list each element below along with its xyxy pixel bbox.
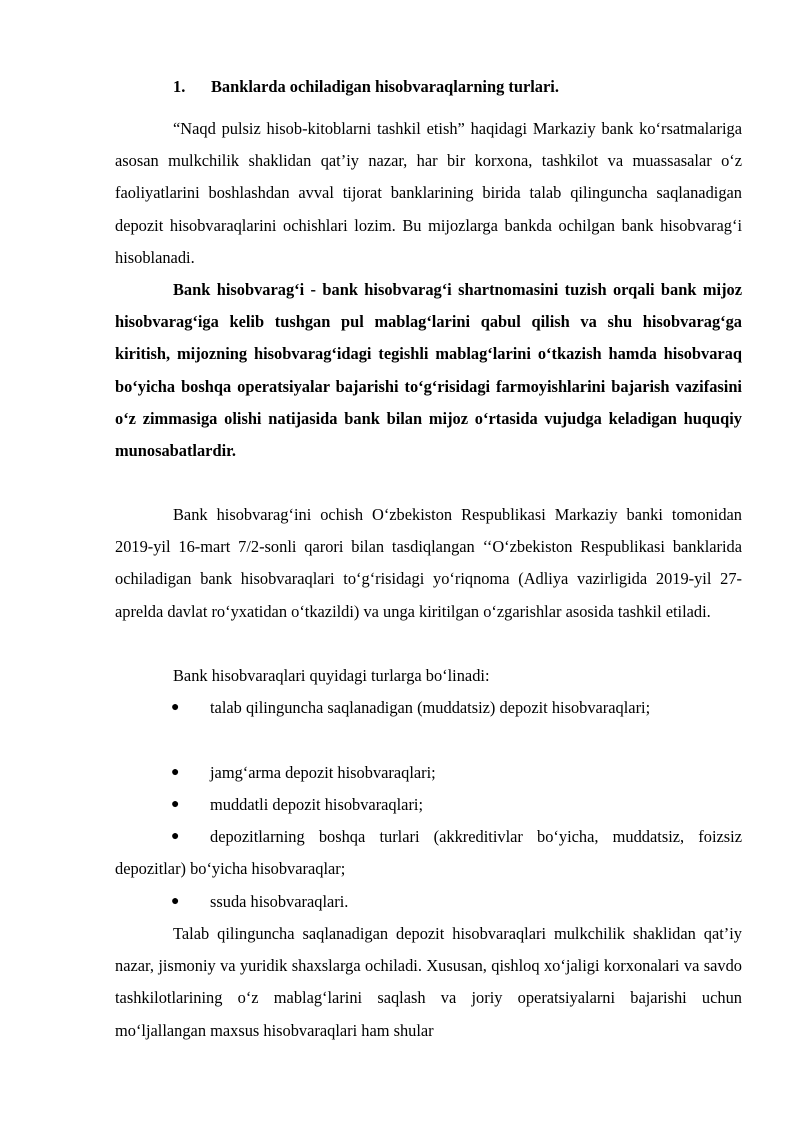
paragraph-intro: “Naqd pulsiz hisob-kitoblarni tashkil etish” haqidagi Markaziy bank ko‘rsatmalariga asosan mulkchilik shaklidan qat’iy nazar, har bir korxona, tashkilot va muassasalar o‘z faoliyatlarini boshlashdan avval tijorat banklarining birida talab qilinguncha saqlanadigan depozit hisobvaraqlarini ochishlari lozim. Bu mijozlarga bankda ochilgan bank hisobvarag‘i hisoblanadi. — [115, 119, 742, 267]
bullet-icon: ● — [171, 829, 180, 844]
list-item — [115, 757, 742, 789]
list-item-text: muddatli depozit hisobvaraqlari; — [210, 795, 424, 814]
bullet-icon: ● — [171, 894, 180, 909]
paragraph-demand-deposits: Talab qilinguncha saqlanadigan depozit hisobvaraqlari mulkchilik shaklidan qat’iy nazar, jismoniy va yuridik shaxslarga ochiladi. Xususan, qishloq xo‘jaligi korxonalari va savdo tashkilotlarining o‘z mablag‘larini saqlash va joriy operatsiyalarni bajarishi uchun mo‘ljallangan maxsus hisobvaraqlari ham shular — [115, 924, 742, 1040]
list-item — [115, 789, 742, 821]
list-item — [115, 692, 742, 724]
paragraph-legal-basis: Bank hisobvarag‘ini ochish O‘zbekiston Respublikasi Markaziy banki tomonidan 2019-yil 16-mart 7/2-sonli qarori bilan tasdiqlangan ‘‘O‘zbekiston Respublikasi banklarida ochiladigan bank hisobvaraqlari to‘g‘risidagi yo‘riqnoma (Adliya vazirligida 2019-yil 27-aprelda davlat ro‘yxatidan o‘tkazildi) va unga kiritilgan o‘zgarishlar asosida tashkil etiladi. — [115, 505, 742, 621]
list-item-text: ssuda hisobvaraqlari. — [210, 892, 349, 911]
list-item-text: depozitlarning boshqa turlari (akkreditivlar bo‘yicha, muddatsiz, foizsiz depozitlar) bo‘yicha hisobvaraqlar; — [115, 827, 742, 879]
section-title: Banklarda ochiladigan hisobvaraqlarning turlari. — [211, 77, 559, 96]
paragraph-types-intro: Bank hisobvaraqlari quyidagi turlarga bo‘linadi: — [173, 666, 490, 685]
bullet-icon: ● — [171, 700, 180, 715]
section-number: 1. — [173, 77, 186, 96]
list-item-text: jamg‘arma depozit hisobvaraqlari; — [210, 763, 436, 782]
section-heading — [173, 77, 559, 97]
bullet-icon: ● — [171, 797, 180, 812]
list-item — [115, 886, 742, 918]
list-item — [115, 821, 742, 885]
list-item-text: talab qilinguncha saqlanadigan (muddatsiz) depozit hisobvaraqlari; — [210, 698, 651, 717]
bullet-icon: ● — [171, 765, 180, 780]
paragraph-definition: Bank hisobvarag‘i - bank hisobvarag‘i shartnomasini tuzish orqali bank mijoz hisobvarag‘iga kelib tushgan pul mablag‘larini qabul qilish va shu hisobvarag‘ga kiritish, mijozning hisobvarag‘idagi tegishli mablag‘larini o‘tkazish hamda hisobvaraq bo‘yicha boshqa operatsiyalar bajarishi to‘g‘risidagi farmoyishlarini bajarish vazifasini o‘z zimmasiga olishi natijasida bank bilan mijoz o‘rtasida vujudga keladigan huquqiy munosabatlardir. — [115, 280, 742, 461]
